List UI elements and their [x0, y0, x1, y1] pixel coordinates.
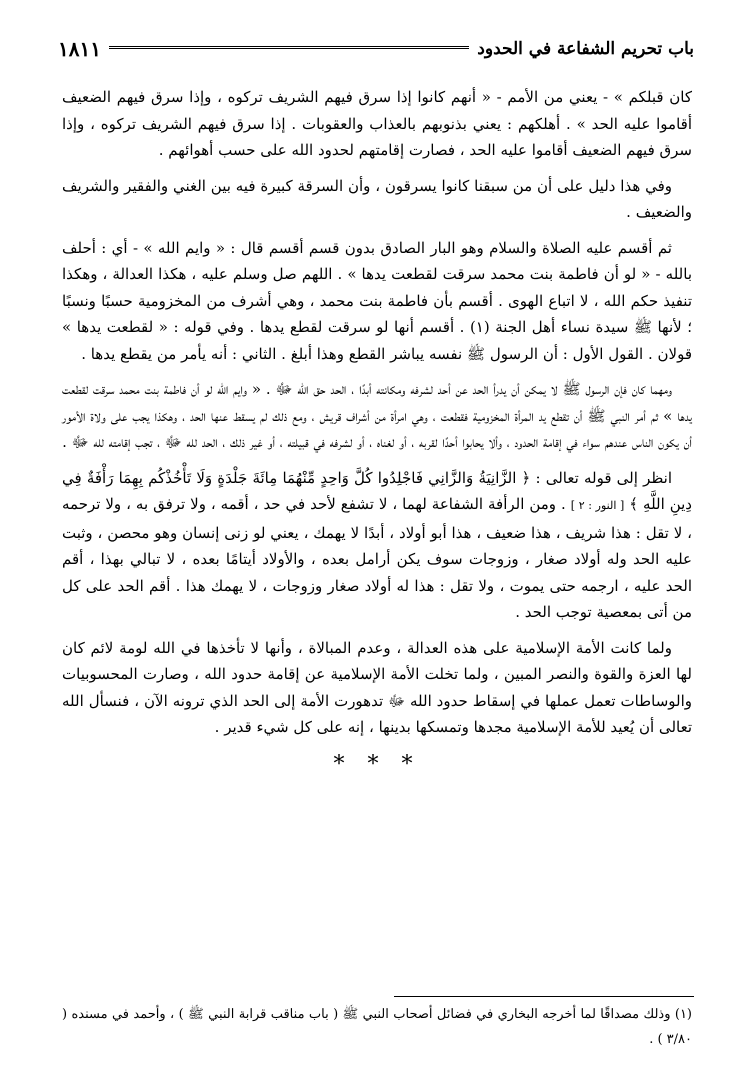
footnote-rule	[394, 996, 694, 997]
section-separator: * * *	[333, 751, 421, 777]
header-rule	[109, 46, 469, 52]
quran-reference: [ النور : ٢ ]	[570, 499, 625, 512]
running-title: باب تحريم الشفاعة في الحدود	[477, 39, 694, 59]
paragraph-5-text: . ومن الرأفة الشفاعة لهما ، لا تشفع لأحد في حد ، أقمه ، ولا ترفق به ، ولا ترحمه ، لا تقل : هذا شريف ، هذا ضعيف ، هذا أبو أولاد ، أبدًا لا يهمك ، يعني لو زنى إنسان وهو محصن ، وثبت عليه الحد وله أولاد صغار ، وزوجات سوف يكن أرامل بعده ، والأولاد أيتامًا بعده ، لا تبالي بهذا ، أقم الحد عليه ، ارجمه حتى يموت ، ولا تقل : هذا له أولاد صغار وزوجات ، لا يهمك هذا . أقم الحد على كل من أتى بمعصية توجب الحد .	[62, 495, 692, 621]
paragraph-2: وفي هذا دليل على أن من سبقنا كانوا يسرقون ، وأن السرقة كبيرة فيه بين الغني والفقير والشريف والضعيف .	[62, 176, 692, 221]
main-text	[62, 84, 692, 777]
page-number: ١٨١١	[58, 37, 101, 61]
paragraph-3: ثم أقسم عليه الصلاة والسلام وهو البار الصادق بدون قسم أقسم قال : « وايم الله » - أي : أحلف بالله - « لو أن فاطمة بنت محمد سرقت لقطعت يدها » . اللهم صل وسلم عليه ، هكذا العدالة ، وهكذا تنفيذ حكم الله ، لا اتباع الهوى . أقسم بأن فاطمة بنت محمد ، وهي أشرف من المخزومية حسبًا ونسبًا ؛ لأنها ﷺ سيدة نساء أهل الجنة (١) . أقسم أنها لو سرقت لقطع يدها . وفي قوله : « لقطعت يدها » قولان . القول الأول : أن الرسول ﷺ نفسه يباشر القطع وهذا أبلغ . الثاني : أنه يأمر من يقطع يدها .	[62, 238, 692, 363]
footnote: (١) وذلك مصداقًا لما أخرجه البخاري في فضائل أصحاب النبي ﷺ ( باب مناقب قرابة النبي ﷺ ) ، وأحمد في مسنده ( ٣/٨٠ ) .	[62, 1007, 692, 1047]
paragraph-5	[62, 465, 692, 626]
page-header	[58, 34, 694, 64]
paragraph-1: كان قبلكم » - يعني من الأمم - « أنهم كانوا إذا سرق فيهم الشريف تركوه ، وإذا سرق فيهم الضعيف أقاموا عليه الحد » . أهلكهم : يعني بذنوبهم بالعذاب والعقوبات . إذا سرق فيهم الشريف تركوه ، وإذا سرق فيهم الضعيف أقاموا عليه الحد ، فصارت إقامتهم لحدود الله على حسب أهوائهم .	[62, 88, 692, 159]
paragraph-6: ولما كانت الأمة الإسلامية على هذه العدالة ، وعدم المبالاة ، وأنها لا تأخذها في الله لومة لائم كان لها العزة والقوة والنصر المبين ، ولما تخلت الأمة الإسلامية عن إقامة حدود الله ، وصارت المحسوبيات والوساطات تعمل عملها في إسقاط حدود الله ﷻ تدهورت الأمة إلى الحد الذي ترونه الآن ، فنسأل الله تعالى أن يُعيد للأمة الإسلامية مجدها وتمسكها بدينها ، إنه على كل شيء قدير .	[62, 638, 692, 736]
quran-verse: انظر إلى قوله تعالى : ﴿ الزَّانِيَةُ وَالزَّانِي فَاجْلِدُوا كُلَّ وَاحِدٍ مِّنْهُمَا مِائَةَ جَلْدَةٍ وَلَا تَأْخُذْكُم بِهِمَا رَأْفَةٌ فِي دِينِ اللَّهِ ﴾	[62, 468, 692, 513]
paragraph-4: ومهما كان فإن الرسول ﷺ لا يمكن أن يدرأ الحد عن أحد لشرفه ومكانته أبدًا ، الحد حق الله ﷻ . « وايم الله لو أن فاطمة بنت محمد سرقت لقطعت يدها » ثم أمر النبي ﷺ أن تقطع يد المرأة المخزومية فقطعت ، وهي امرأة من أشراف قريش ، ومع ذلك لم يسقط عنها الحد ، وهكذا يجب على ولاة الأمور أن يكون الناس عندهم سواء في إقامة الحدود ، وألا يحابوا أحدًا لقربه ، أو لغناه ، أو لشرفه في قبيلته ، أو غير ذلك ، الحد لله ﷻ ، تجب إقامته لله ﷻ .	[62, 380, 692, 451]
